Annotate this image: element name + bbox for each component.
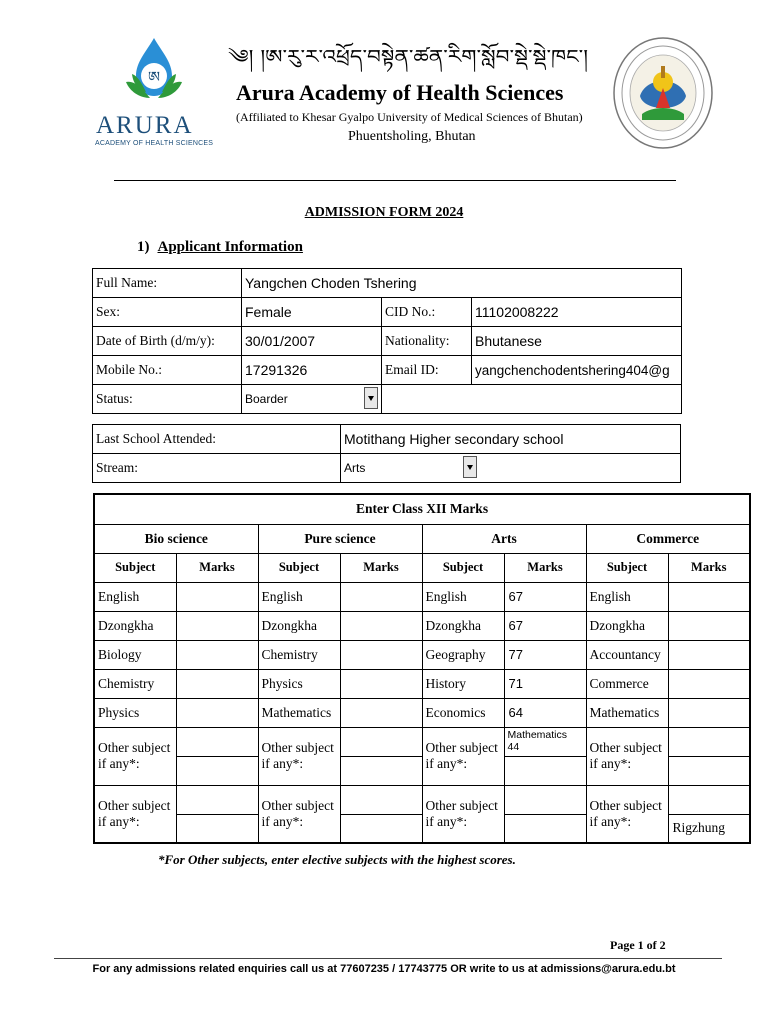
logo-subtitle: ACADEMY OF HEALTH SCIENCES [95, 140, 214, 147]
nationality-field[interactable]: Bhutanese [472, 327, 682, 356]
marks-input[interactable] [340, 727, 422, 756]
table-row [93, 269, 682, 298]
subject-cell: Economics [422, 698, 504, 727]
marks-input[interactable] [176, 727, 258, 756]
other-subject-label: Other subject if any*: [94, 785, 176, 843]
other-subject-label: Other subject if any*: [422, 727, 504, 785]
marks-input[interactable] [176, 814, 258, 843]
table-row [94, 582, 750, 611]
table-row [94, 669, 750, 698]
marks-input[interactable] [340, 611, 422, 640]
table-row [93, 454, 681, 483]
subject-cell: Dzongkha [586, 611, 668, 640]
subject-header: Subject [422, 553, 504, 582]
marks-input[interactable]: 71 [504, 669, 586, 698]
stream-header-arts: Arts [422, 524, 586, 553]
subject-cell: Physics [94, 698, 176, 727]
marks-input[interactable]: 64 [504, 698, 586, 727]
status-label: Status: [93, 385, 242, 414]
table-row [93, 425, 681, 454]
marks-input[interactable] [176, 756, 258, 785]
marks-input[interactable] [668, 698, 750, 727]
mobile-field[interactable]: 17291326 [242, 356, 382, 385]
tibetan-title [228, 38, 590, 72]
arts-other-subject-name: Mathematics [507, 728, 568, 741]
subject-cell: Physics [258, 669, 340, 698]
subject-cell: Mathematics [586, 698, 668, 727]
table-row [94, 524, 750, 553]
email-label: Email ID: [382, 356, 472, 385]
footer-contact: For any admissions related enquiries call us at 77607235 / 17743775 OR write to us at admissions@arura.edu.bt [92, 963, 676, 975]
marks-input[interactable] [668, 669, 750, 698]
marks-input[interactable] [340, 756, 422, 785]
subject-cell: Dzongkha [422, 611, 504, 640]
section-title: Applicant Information [157, 239, 303, 255]
table-row [93, 327, 682, 356]
page-number: Page 1 of 2 [610, 938, 666, 952]
table-row [93, 356, 682, 385]
marks-input[interactable] [668, 640, 750, 669]
location-text: Phuentsholing, Bhutan [348, 129, 476, 144]
subject-cell: Biology [94, 640, 176, 669]
subject-cell: Chemistry [258, 640, 340, 669]
dob-field[interactable]: 30/01/2007 [242, 327, 382, 356]
marks-title: Enter Class XII Marks [94, 494, 750, 524]
marks-header: Marks [504, 553, 586, 582]
full-name-field[interactable]: Yangchen Choden Tshering [242, 269, 682, 298]
marks-input[interactable] [340, 582, 422, 611]
subject-cell: English [258, 582, 340, 611]
sex-label: Sex: [93, 298, 242, 327]
water-drop-icon [124, 36, 184, 106]
logo-wordmark: ARURA [96, 112, 194, 139]
cid-field[interactable]: 11102008222 [472, 298, 682, 327]
arura-logo [92, 36, 216, 148]
svg-text:༄། །ཨ་རུ་ར་འཕྲོད་བསྟེན་ཚན་རིག་: ༄། །ཨ་རུ་ར་འཕྲོད་བསྟེན་ཚན་རིག་སློབ་སྡེ་སྡེ་ཁང་། [228, 46, 545, 68]
table-row [94, 640, 750, 669]
marks-input[interactable] [176, 640, 258, 669]
marks-header: Marks [340, 553, 422, 582]
class-xii-marks-table [93, 493, 751, 844]
subject-cell: Commerce [586, 669, 668, 698]
marks-input[interactable] [668, 582, 750, 611]
footer-divider [54, 958, 722, 959]
stream-header-commerce: Commerce [586, 524, 750, 553]
status-value: Boarder [245, 392, 288, 406]
marks-input[interactable] [176, 582, 258, 611]
nationality-label: Nationality: [382, 327, 472, 356]
marks-input[interactable] [176, 785, 258, 814]
subject-cell: Geography [422, 640, 504, 669]
marks-input[interactable] [176, 698, 258, 727]
arts-other-subject-field[interactable] [504, 727, 586, 756]
svg-text:ཨ: ཨ [147, 68, 161, 86]
section-heading [137, 239, 303, 256]
subject-cell: Chemistry [94, 669, 176, 698]
marks-input[interactable] [340, 640, 422, 669]
sex-field[interactable]: Female [242, 298, 382, 327]
table-row [93, 298, 682, 327]
marks-input[interactable] [176, 669, 258, 698]
marks-input[interactable] [340, 669, 422, 698]
table-row [93, 385, 682, 414]
empty-cell [382, 385, 682, 414]
table-row [94, 494, 750, 524]
table-row [94, 727, 750, 756]
other-subject-label: Other subject if any*: [258, 785, 340, 843]
subject-cell: Dzongkha [258, 611, 340, 640]
section-number: 1) [137, 239, 150, 255]
full-name-label: Full Name: [93, 269, 242, 298]
table-row [94, 785, 750, 814]
mobile-label: Mobile No.: [93, 356, 242, 385]
marks-input[interactable] [504, 785, 586, 814]
marks-input[interactable] [668, 611, 750, 640]
subject-cell: English [422, 582, 504, 611]
marks-input[interactable]: 77 [504, 640, 586, 669]
marks-input[interactable] [340, 814, 422, 843]
footnote: *For Other subjects, enter elective subjects with the highest scores. [158, 852, 516, 867]
chevron-down-icon[interactable] [463, 456, 477, 478]
other-subject-label: Other subject if any*: [422, 785, 504, 843]
other-subject-label: Other subject if any*: [586, 727, 668, 785]
status-select[interactable] [242, 385, 382, 414]
chevron-down-icon[interactable] [364, 387, 378, 409]
affiliation-text: (Affiliated to Khesar Gyalpo University of Medical Sciences of Bhutan) [236, 110, 583, 124]
marks-header: Marks [176, 553, 258, 582]
marks-input[interactable] [340, 698, 422, 727]
subject-cell: History [422, 669, 504, 698]
arts-other-subject-mark: 44 [507, 740, 520, 753]
marks-header: Marks [668, 553, 750, 582]
subject-header: Subject [586, 553, 668, 582]
subject-cell: Mathematics [258, 698, 340, 727]
header-divider [114, 180, 676, 181]
subject-cell: Dzongkha [94, 611, 176, 640]
marks-input[interactable] [668, 785, 750, 814]
commerce-other-subject-field[interactable]: Rigzhung [668, 814, 750, 843]
university-seal-icon [612, 36, 714, 150]
stream-header-pure: Pure science [258, 524, 422, 553]
last-school-field[interactable]: Motithang Higher secondary school [341, 425, 681, 454]
marks-input[interactable] [504, 756, 586, 785]
other-subject-label: Other subject if any*: [586, 785, 668, 843]
stream-header-bio: Bio science [94, 524, 258, 553]
marks-input[interactable] [340, 785, 422, 814]
applicant-info-table [92, 268, 682, 414]
stream-value: Arts [344, 461, 366, 475]
cid-label: CID No.: [382, 298, 472, 327]
subject-header: Subject [258, 553, 340, 582]
dob-label: Date of Birth (d/m/y): [93, 327, 242, 356]
school-info-table [92, 424, 681, 483]
subject-cell: English [586, 582, 668, 611]
other-subject-label: Other subject if any*: [258, 727, 340, 785]
marks-input[interactable] [504, 814, 586, 843]
table-row [94, 553, 750, 582]
table-row [94, 611, 750, 640]
marks-input[interactable] [176, 611, 258, 640]
subject-header: Subject [94, 553, 176, 582]
table-row [94, 698, 750, 727]
marks-input[interactable] [668, 756, 750, 785]
marks-input[interactable]: 67 [504, 611, 586, 640]
subject-cell: English [94, 582, 176, 611]
last-school-label: Last School Attended: [93, 425, 341, 454]
other-subject-label: Other subject if any*: [94, 727, 176, 785]
subject-cell: Accountancy [586, 640, 668, 669]
form-title: ADMISSION FORM 2024 [304, 205, 464, 220]
institution-name: Arura Academy of Health Sciences [236, 80, 564, 105]
email-field[interactable]: yangchenchodentshering404@g [472, 356, 682, 385]
stream-label: Stream: [93, 454, 341, 483]
stream-select[interactable] [341, 454, 681, 483]
marks-input[interactable]: 67 [504, 582, 586, 611]
marks-input[interactable] [668, 727, 750, 756]
